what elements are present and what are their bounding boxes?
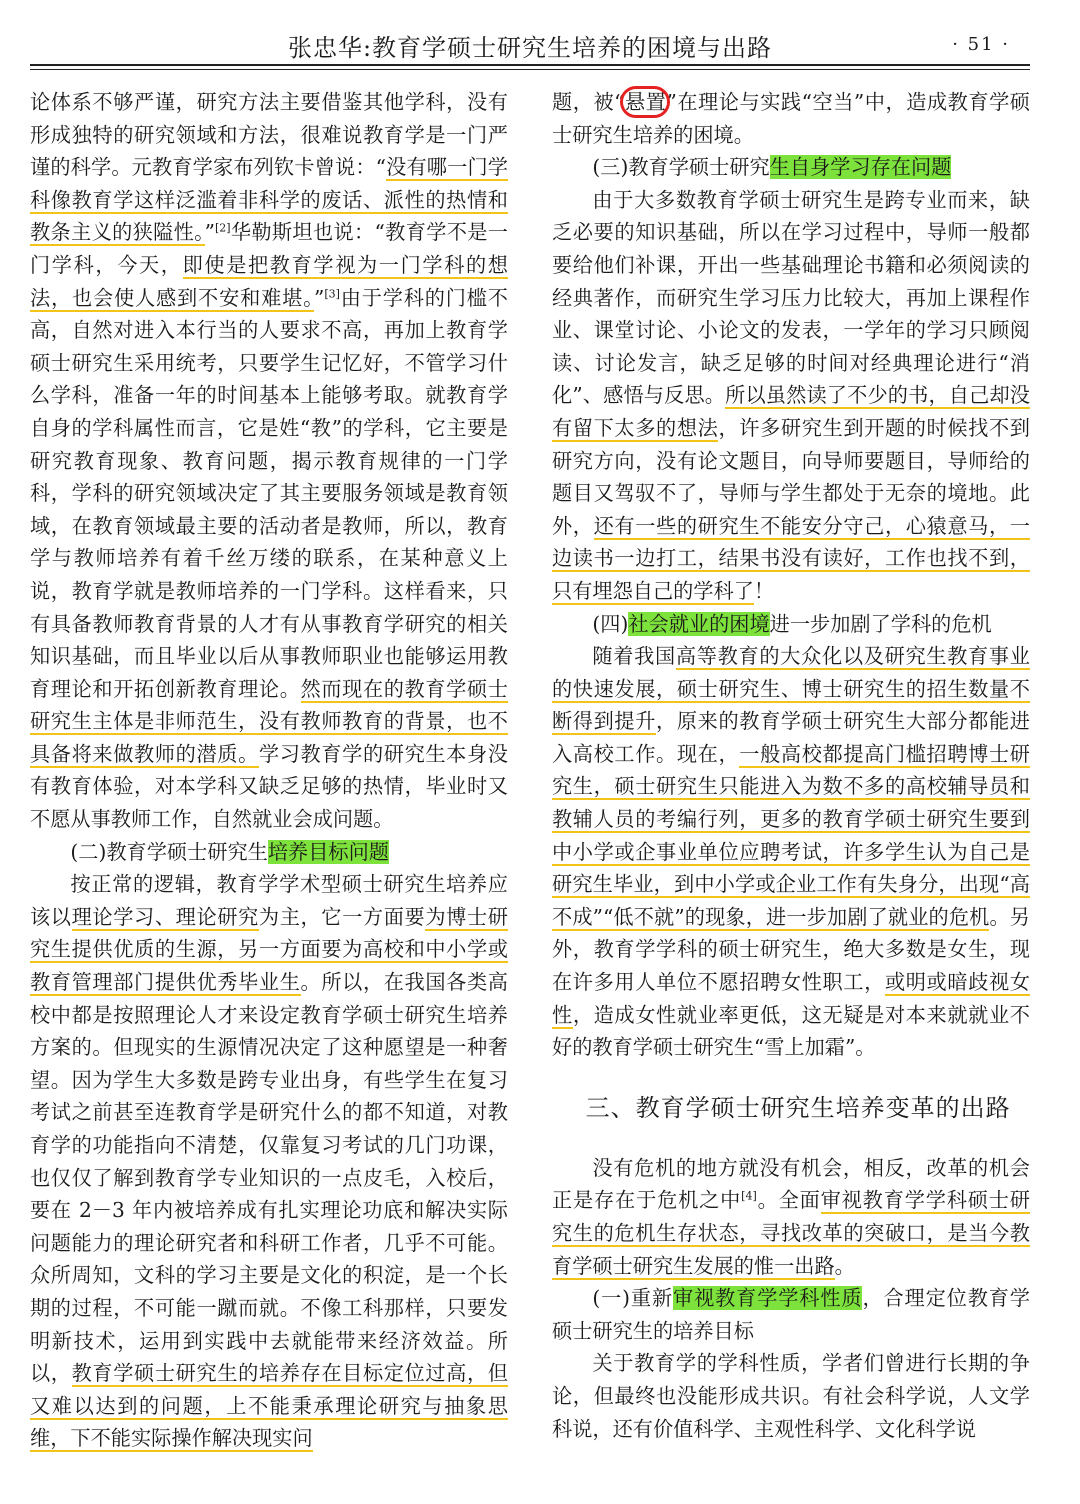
paragraph bbox=[552, 1152, 1030, 1282]
text: 按正常的逻辑，教育学学术型硕士研究生培养应该以 bbox=[30, 872, 508, 929]
text: 。另外，教育学学科的硕士研究生，绝大多数是女生，现在许多用人单位不愿招聘女性职工， bbox=[552, 904, 1030, 995]
paragraph: 关于教育学的学科性质，学者们曾进行长期的争论，但最终也没能形成共识。有社会科学说，人文学科说，还有价值科学、主观性科学、文化科学说 bbox=[552, 1351, 1030, 1441]
underlined-text: 理论学习、理论研究 bbox=[71, 904, 259, 929]
text: (二)教育学硕士研究生 bbox=[70, 839, 268, 864]
underlined-text: 高等教育的大众化以及研究生教育事业的快速发展，硕士研究生、博士研究生的招生数量不断得到提升 bbox=[552, 644, 1030, 734]
citation: [2] bbox=[214, 221, 231, 235]
header-rule bbox=[30, 64, 1030, 70]
text: 随着我国 bbox=[592, 644, 676, 669]
paragraph bbox=[30, 86, 508, 836]
text: 论体系不够严谨，研究方法主要借鉴其他学科，没有形成独特的研究领域和方法，很难说教育学是一门严谨的科学。元教育学家布列钦卡曾说：“ bbox=[30, 90, 508, 180]
section-heading: 三、教育学硕士研究生培养变革的出路 bbox=[585, 1093, 1011, 1122]
text: 为主，它一方面要 bbox=[258, 904, 426, 929]
paragraph bbox=[552, 86, 1030, 151]
underlined-text: 然而现在的教育学硕士研究生主体是非师范生，没有教师教育的背景，也不具备将来做教师的潜质。 bbox=[30, 676, 508, 766]
underlined-text: 教育学硕士研究生的培养存在目标定位过高，但又难以达到的问题，上不能秉承理论研究与抽象思维，下不能实际操作解决现实问 bbox=[30, 1361, 508, 1451]
text: 题，被“ bbox=[552, 90, 625, 114]
text: (四) bbox=[592, 611, 629, 636]
highlighted-text: 生自身学习存在问题 bbox=[769, 155, 952, 180]
underlined-text: 还有一些的研究生不能安分守己，心猿意马，一边读书一边打工，结果书没有读好，工作也找不到，只有埋怨自己的学科了 bbox=[552, 513, 1030, 603]
paragraph bbox=[552, 640, 1030, 1064]
underlined-text: 为博士研究生提供优质的生源，另一方面要为高校和中小学或教育管理部门提供优秀毕业生 bbox=[30, 904, 508, 995]
paragraph bbox=[30, 868, 508, 1455]
text: ，许多研究生到开题的时候找不到研究方向，没有论文题目，向导师要题目，导师给的题目又驾驭不了，导师与学生都处于无奈的境地。此外， bbox=[552, 415, 1030, 538]
text: ，造成女性就业率更低，这无疑是对本来就就业不好的教育学硕士研究生“雪上加霜”。 bbox=[552, 1002, 1030, 1060]
text: ” bbox=[204, 220, 215, 245]
text: ，原来的教育学硕士研究生大部分都能进入高校工作。现在， bbox=[552, 709, 1030, 766]
subsection-heading bbox=[552, 151, 1030, 184]
subsection-heading bbox=[30, 836, 508, 869]
underlined-text: 所以虽然读了不少的书，自己却没有留下太多的想法 bbox=[552, 383, 1030, 440]
highlighted-text: 社会就业的困境 bbox=[628, 611, 770, 636]
underlined-text: 即使是把教育学视为一门学科的想法，也会使人感到不安和难堪。 bbox=[30, 252, 508, 310]
paragraph bbox=[552, 184, 1030, 608]
text: ”在理论与实践“空当”中，造成教育学硕士研究生培养的困境。 bbox=[552, 90, 1030, 147]
underlined-text: 或明或暗歧视女性 bbox=[552, 970, 1030, 1027]
text: 。 bbox=[834, 1253, 855, 1278]
citation: [3] bbox=[324, 286, 340, 300]
text: 由于大多数教育学硕士研究生是跨专业而来，缺乏必要的知识基础，所以在学习过程中，导师一般都要给他们补课，开出一些基础理论书籍和必须阅读的经典著作，而研究生学习压力比较大，再加上课程作业、课堂讨论、小论文的发表，一学年的学习只顾阅读、讨论发言，缺乏足够的时间对经典理论进行“消化”、感悟与反思。 bbox=[552, 187, 1030, 408]
text: 。全面 bbox=[756, 1188, 821, 1213]
subsection-heading bbox=[552, 608, 1030, 641]
text: 华勒斯坦也说：“教育学不是一门学科，今天， bbox=[30, 220, 508, 277]
highlighted-text: 审视教育学学科性质 bbox=[673, 1286, 863, 1311]
page-number: · 51 · bbox=[952, 34, 1010, 55]
underlined-text: 审视教育学学科硕士研究生的危机生存状态，寻找改革的突破口，是当今教育学硕士研究生发展的惟一出路 bbox=[552, 1188, 1030, 1278]
text: (一)重新 bbox=[592, 1286, 674, 1311]
underlined-text: 没有哪一门学科像教育学这样泛滥着非科学的废话、派性的热情和教条主义的狭隘性。 bbox=[30, 155, 508, 245]
text: 。所以，在我国各类高校中都是按照理论人才来设定教育学硕士研究生培养方案的。但现实的生源情况决定了这种愿望是一种奢望。因为学生大多数是跨专业出身，有些学生在复习考试之前甚至连教育学是研究什么的都不知道，对教育学的功能指向不清楚，仅靠复习考试的几门功课，也仅仅了解到教育学专业知识的一点皮毛，入校后，要在 2－3 年内被培养成有扎实理论功底和解决实际问题能力的理论研究者和科研工作者，几乎不可能。众所周知，文科的学习主要是文化的积淀，是一个长期的过程，不可能一蹴而就。不像工科那样，只要发明新技术，运用到实践中去就能带来经济效益。所以， bbox=[30, 970, 508, 1386]
page-header bbox=[30, 18, 1030, 64]
text: (三)教育学硕士研究 bbox=[592, 155, 770, 180]
left-column bbox=[30, 86, 508, 1455]
text: 学习教育学的研究生本身没有教育体验，对本学科又缺乏足够的热情，毕业时又不愿从事教师工作，自然就业会成问题。 bbox=[30, 741, 508, 832]
circled-text: 悬置 bbox=[624, 90, 667, 114]
running-title: 张忠华:教育学硕士研究生培养的困境与出路 bbox=[287, 34, 773, 62]
text: ，合理定位教育学硕士研究生的培养目标 bbox=[552, 1286, 1030, 1343]
subsection-heading bbox=[552, 1282, 1030, 1347]
highlighted-text: 培养目标问题 bbox=[267, 839, 389, 864]
right-column bbox=[552, 86, 1030, 1445]
underlined-text: 一般高校都提高门槛招聘博士研究生，硕士研究生只能进入为数不多的高校辅导员和教辅人员的考编行列，更多的教育学硕士研究生要到中小学或企事业单位应聘考试，许多学生认为自己是研究生毕业，到中小学或企业工作有失身分，出现“高不成”“低不就”的现象，进一步加剧了就业的危机 bbox=[552, 741, 1030, 929]
text: ” bbox=[314, 285, 325, 310]
text: 由于学科的门槛不高，自然对进入本行当的人要求不高，再加上教育学硕士研究生采用统考，只要学生记忆好，不管学习什么学科，准备一年的时间基本上能够考取。就教育学自身的学科属性而言，它是姓“教”的学科，它主要是研究教育现象、教育问题，揭示教育规律的一门学科，学科的研究领域决定了其主要服务领域是教育领域，在教育领域最主要的活动者是教师，所以，教育学与教师培养有着千丝万缕的联系，在某种意义上说，教育学就是教师培养的一门学科。这样看来，只有具备教师教育背景的人才有从事教育学研究的相关知识基础，而且毕业以后从事教师职业也能够运用教育理论和开拓创新教育理论。 bbox=[30, 285, 508, 701]
text: 没有危机的地方就没有机会，相反，改革的机会正是存在于危机之中 bbox=[552, 1155, 1030, 1213]
text: ！ bbox=[753, 578, 775, 603]
citation: [4] bbox=[741, 1189, 757, 1203]
text: 进一步加剧了学科的危机 bbox=[769, 611, 992, 636]
